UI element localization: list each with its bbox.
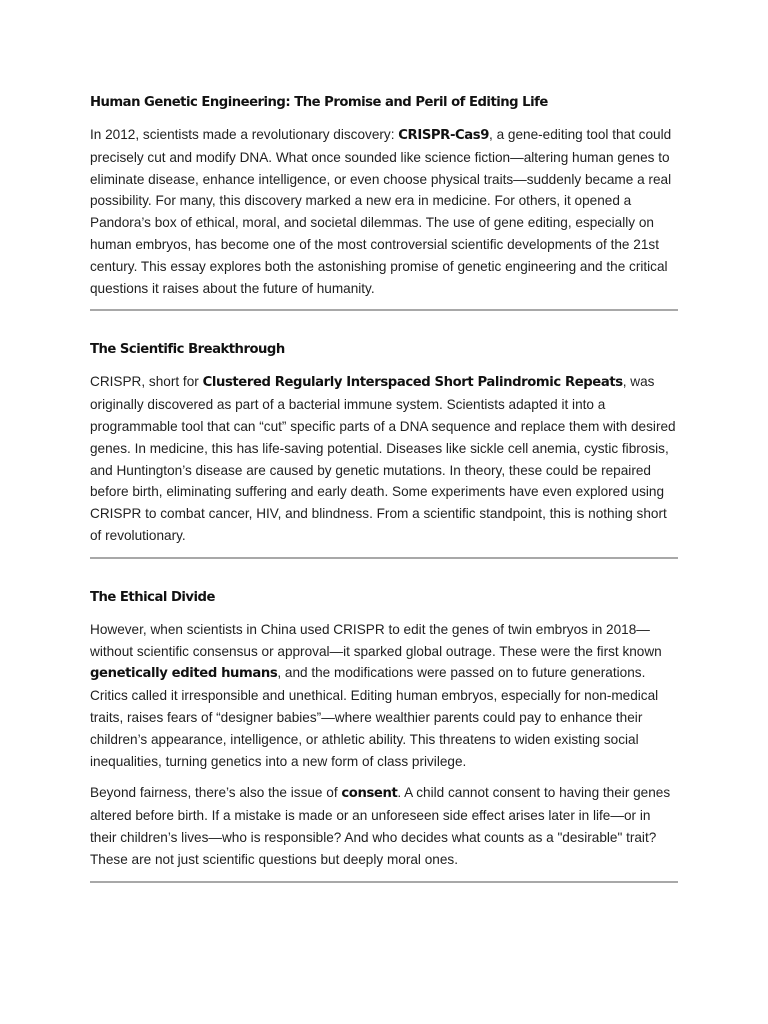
emphasized-term: CRISPR-Cas9 <box>398 128 490 143</box>
section-intro <box>90 94 678 311</box>
section-ethical-divide <box>90 589 678 883</box>
paragraph-text: , a gene-editing tool that could precisely cut and modify DNA. What once sounded like science fiction—altering human genes to eliminate disease, enhance intelligence, or even choose physical traits—suddenly became a real possibility. For many, this discovery marked a new era in medicine. For others, it opened a Pandora’s box of ethical, moral, and societal dilemmas. The use of gene editing, especially on human embryos, has become one of the most controversial scientific developments of the 21st century. This essay explores both the astonishing promise of genetic engineering and the critical questions it raises about the future of humanity. <box>90 127 672 296</box>
essay-title: Human Genetic Engineering: The Promise and Peril of Editing Life <box>90 95 548 110</box>
section-heading: The Ethical Divide <box>90 589 215 605</box>
essay-document <box>90 86 678 913</box>
section-heading: The Scientific Breakthrough <box>90 342 285 358</box>
section-divider <box>90 557 678 559</box>
emphasized-term: genetically edited humans <box>90 666 278 682</box>
paragraph-text: CRISPR, short for <box>90 374 203 390</box>
paragraph-text: , was originally discovered as part of a bacterial immune system. Scientists adapted it into a programmable tool that can “cut” specific parts of a DNA sequence and replace them with desired genes. In medicine, this has life-saving potential. Diseases like sickle cell anemia, cystic fibrosis, and Huntington’s disease are caused by genetic mutations. In theory, these could be repaired before birth, eliminating suffering and early death. Some experiments have even explored using CRISPR to combat cancer, HIV, and blindness. From a scientific standpoint, this is nothing short of revolutionary. <box>90 374 676 543</box>
emphasized-term: consent <box>341 786 398 802</box>
section-divider <box>90 881 678 883</box>
paragraph-text: In 2012, scientists made a revolutionary discovery: <box>90 127 399 142</box>
section-divider <box>90 309 678 311</box>
intro-paragraph <box>90 124 678 299</box>
section-scientific-breakthrough <box>90 341 678 558</box>
paragraph-text: . A child cannot consent to having their genes altered before birth. If a mistake is made or an unforeseen side effect arises later in life—or in their children’s lives—who is responsible? And who decides what counts as a "desirable" trait? These are not just scientific questions but deeply moral ones. <box>90 785 671 867</box>
paragraph-text: Beyond fairness, there’s also the issue of <box>90 785 342 801</box>
paragraph-text: , and the modifications were passed on to future generations. Critics called it irresponsible and unethical. Editing human embryos, especially for non-medical traits, raises fears of “designer babies”—where wealthier parents could pay to enhance their children’s appearance, intelligence, or athletic ability. This threatens to widen existing social inequalities, turning genetics into a new form of class privilege. <box>90 665 659 769</box>
body-paragraph <box>90 782 678 870</box>
body-paragraph <box>90 619 678 773</box>
body-paragraph <box>90 371 678 546</box>
emphasized-term: Clustered Regularly Interspaced Short Palindromic Repeats <box>202 375 623 391</box>
paragraph-text: However, when scientists in China used CRISPR to edit the genes of twin embryos in 2018—without scientific consensus or approval—it sparked global outrage. These were the first known <box>90 621 662 659</box>
